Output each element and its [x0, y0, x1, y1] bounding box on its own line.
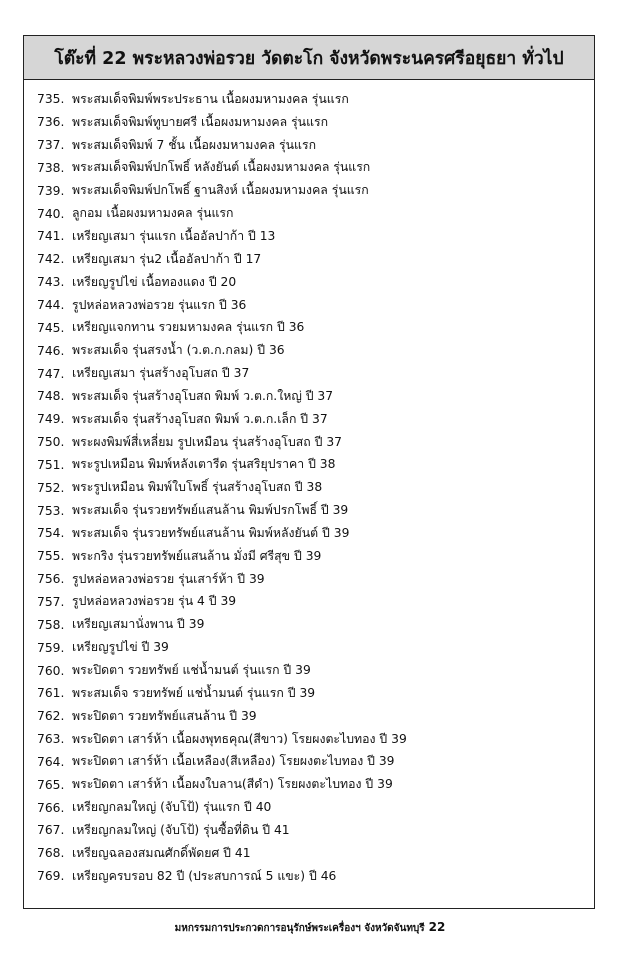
item-text: เหรียญเสมา รุ่นสร้างอุโบสถ ปี 37 [72, 366, 250, 381]
item-number: 750. [37, 435, 65, 450]
list-item [37, 591, 588, 614]
item-text: พระปิดตา เสาร์ห้า เนื้อผงพุทธคุณ(สีขาว) โรยผงตะไบทอง ปี 39 [72, 731, 407, 746]
item-number: 746. [37, 343, 65, 358]
item-text: พระสมเด็จพิมพ์ปกโพธิ์ ฐานสิงห์ เนื้อผงมหามงคล รุ่นแรก [72, 183, 369, 198]
item-text: พระปิดตา เสาร์ห้า เนื้อเหลือง(สีเหลือง) โรยผงตะไบทอง ปี 39 [72, 754, 395, 769]
item-number: 739. [37, 183, 65, 198]
item-number: 743. [37, 275, 65, 290]
item-number: 759. [37, 640, 65, 655]
item-number: 737. [37, 138, 65, 153]
item-text: พระรูปเหมือน พิมพ์หลังเตารีด รุ่นสริยุปราคา ปี 38 [72, 457, 336, 472]
item-number: 735. [37, 92, 65, 107]
item-text: ลูกอม เนื้อผงมหามงคล รุ่นแรก [72, 206, 234, 221]
item-text: เหรียญกลมใหญ่ (จับโป้) รุ่นแรก ปี 40 [72, 800, 272, 815]
list-item [37, 454, 588, 477]
item-number: 755. [37, 549, 65, 564]
list-item [37, 339, 588, 362]
list-item [37, 157, 588, 180]
list-item [37, 202, 588, 225]
item-text: รูปหล่อหลวงพ่อรวย รุ่นแรก ปี 36 [72, 297, 247, 312]
item-number: 758. [37, 617, 65, 632]
item-text: เหรียญรูปไข่ ปี 39 [72, 640, 169, 655]
item-number: 757. [37, 594, 65, 609]
item-number: 766. [37, 800, 65, 815]
item-list [37, 88, 588, 888]
list-item [37, 431, 588, 454]
list-item [37, 773, 588, 796]
item-number: 751. [37, 457, 65, 472]
list-item [37, 225, 588, 248]
list-item [37, 294, 588, 317]
item-text: พระปิดตา เสาร์ห้า เนื้อผงใบลาน(สีดำ) โรยผงตะไบทอง ปี 39 [72, 777, 393, 792]
page-number: 22 [428, 920, 446, 934]
list-item [37, 819, 588, 842]
list-item [37, 659, 588, 682]
item-number: 763. [37, 732, 65, 747]
list-item [37, 179, 588, 202]
list-item [37, 248, 588, 271]
item-text: พระปิดตา รวยทรัพย์แสนล้าน ปี 39 [72, 708, 257, 723]
item-text: พระสมเด็จ รุ่นสรงน้ำ (ว.ต.ก.กลม) ปี 36 [72, 343, 285, 358]
list-item [37, 408, 588, 431]
item-number: 754. [37, 526, 65, 541]
page-footer [0, 920, 620, 936]
list-item [37, 111, 588, 134]
list-item [37, 636, 588, 659]
item-number: 738. [37, 160, 65, 175]
item-number: 764. [37, 754, 65, 769]
item-number: 745. [37, 320, 65, 335]
list-item [37, 842, 588, 865]
item-number: 742. [37, 252, 65, 267]
list-item [37, 750, 588, 773]
item-number: 744. [37, 298, 65, 313]
item-text: พระสมเด็จพิมพ์พระประธาน เนื้อผงมหามงคล รุ่นแรก [72, 91, 349, 106]
footer-text: มหกรรมการประกวดการอนุรักษ์พระเครื่องฯ จังหวัดจันทบุรี [174, 923, 425, 934]
item-number: 753. [37, 503, 65, 518]
item-text: พระสมเด็จ รุ่นสร้างอุโบสถ พิมพ์ ว.ต.ก.เล็ก ปี 37 [72, 411, 328, 426]
item-number: 752. [37, 480, 65, 495]
item-number: 747. [37, 366, 65, 381]
list-item [37, 796, 588, 819]
list-item [37, 545, 588, 568]
item-text: เหรียญเสมานั่งพาน ปี 39 [72, 617, 205, 632]
item-text: พระสมเด็จพิมพ์ 7 ชั้น เนื้อผงมหามงคล รุ่นแรก [72, 137, 317, 152]
item-number: 736. [37, 115, 65, 130]
item-number: 741. [37, 229, 65, 244]
item-number: 768. [37, 846, 65, 861]
content-frame [23, 35, 595, 909]
list-item [37, 682, 588, 705]
list-item [37, 728, 588, 751]
list-item [37, 476, 588, 499]
list-item [37, 522, 588, 545]
list-item [37, 385, 588, 408]
list-item [37, 865, 588, 888]
list-item [37, 613, 588, 636]
item-text: พระสมเด็จ รุ่นรวยทรัพย์แสนล้าน พิมพ์ปรกโพธิ์ ปี 39 [72, 503, 349, 518]
item-text: พระสมเด็จ รุ่นสร้างอุโบสถ พิมพ์ ว.ต.ก.ใหญ่ ปี 37 [72, 388, 334, 403]
item-text: เหรียญเสมา รุ่น2 เนื้ออัลปาก้า ปี 17 [72, 251, 262, 266]
item-text: พระสมเด็จพิมพ์ทูบายศรี เนื้อผงมหามงคล รุ่นแรก [72, 114, 329, 129]
item-number: 749. [37, 412, 65, 427]
item-text: รูปหล่อหลวงพ่อรวย รุ่น 4 ปี 39 [72, 594, 237, 609]
item-text: เหรียญกลมใหญ่ (จับโป้) รุ่นซื้อที่ดิน ปี 41 [72, 822, 290, 837]
item-number: 767. [37, 823, 65, 838]
item-text: เหรียญแจกทาน รวยมหามงคล รุ่นแรก ปี 36 [72, 320, 305, 335]
list-item [37, 499, 588, 522]
item-text: พระรูปเหมือน พิมพ์ใบโพธิ์ รุ่นสร้างอุโบสถ ปี 38 [72, 480, 323, 495]
item-text: เหรียญรูปไข่ เนื้อทองแดง ปี 20 [72, 274, 237, 289]
list-item [37, 705, 588, 728]
list-item [37, 568, 588, 591]
item-number: 748. [37, 389, 65, 404]
item-text: เหรียญครบรอบ 82 ปี (ประสบการณ์ 5 แขะ) ปี 46 [72, 868, 337, 883]
item-number: 765. [37, 777, 65, 792]
item-text: พระสมเด็จพิมพ์ปกโพธิ์ หลังยันต์ เนื้อผงมหามงคล รุ่นแรก [72, 160, 371, 175]
item-text: เหรียญฉลองสมณศักดิ์พัดยศ ปี 41 [72, 845, 251, 860]
item-number: 761. [37, 686, 65, 701]
table-title: โต๊ะที่ 22 พระหลวงพ่อรวย วัดตะโก จังหวัดพระนครศรีอยุธยา ทั่วไป [24, 36, 594, 80]
list-item [37, 316, 588, 339]
item-text: รูปหล่อหลวงพ่อรวย รุ่นเสาร์ห้า ปี 39 [72, 571, 265, 586]
item-text: พระสมเด็จ รุ่นรวยทรัพย์แสนล้าน พิมพ์หลังยันต์ ปี 39 [72, 525, 350, 540]
item-text: พระผงพิมพ์สี่เหลี่ยม รูปเหมือน รุ่นสร้างอุโบสถ ปี 37 [72, 434, 342, 449]
item-number: 769. [37, 869, 65, 884]
item-number: 740. [37, 206, 65, 221]
item-number: 762. [37, 709, 65, 724]
item-text: พระกริง รุ่นรวยทรัพย์แสนล้าน มั่งมี ศรีสุข ปี 39 [72, 548, 322, 563]
item-text: เหรียญเสมา รุ่นแรก เนื้ออัลปาก้า ปี 13 [72, 228, 276, 243]
list-item [37, 88, 588, 111]
item-number: 756. [37, 572, 65, 587]
list-item [37, 134, 588, 157]
list-item [37, 362, 588, 385]
item-text: พระสมเด็จ รวยทรัพย์ แช่น้ำมนต์ รุ่นแรก ปี 39 [72, 685, 316, 700]
item-number: 760. [37, 663, 65, 678]
list-item [37, 271, 588, 294]
item-text: พระปิดตา รวยทรัพย์ แช่น้ำมนต์ รุ่นแรก ปี 39 [72, 663, 311, 678]
